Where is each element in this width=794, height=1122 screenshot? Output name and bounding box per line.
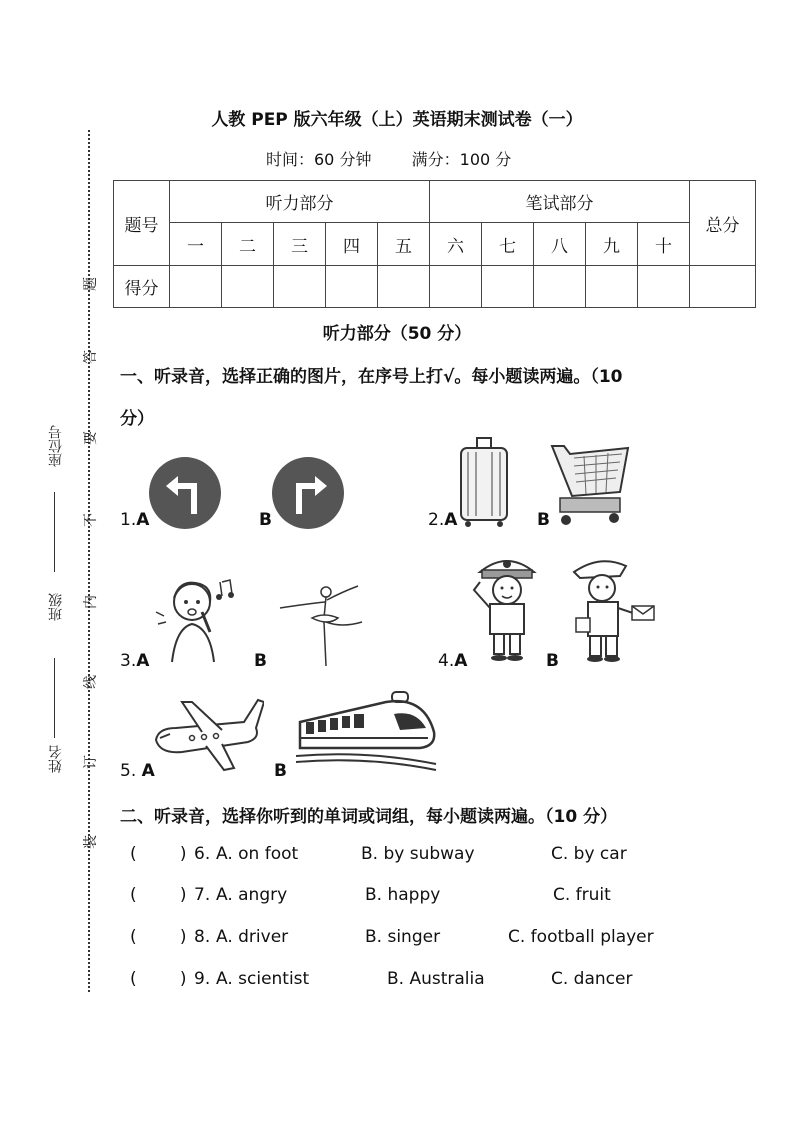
item-5-label[interactable] [120, 761, 155, 781]
score-cell[interactable] [170, 266, 222, 308]
score-table [113, 180, 756, 308]
option-b-label[interactable]: B [546, 651, 559, 671]
answer-bracket[interactable]: ( ) [130, 885, 187, 905]
airplane-icon [152, 692, 264, 772]
item-number: 4. [438, 651, 455, 671]
option-b[interactable]: B. Australia [387, 969, 485, 989]
part2-instruction: 二、听录音，选择你听到的单词或词组，每小题读两遍。（10 分） [120, 807, 618, 827]
item-number: 5. [120, 761, 142, 781]
part-number: 二 [222, 223, 274, 266]
listening-heading: 听力部分（50 分） [322, 324, 472, 344]
option-a[interactable]: A. on foot [216, 844, 299, 864]
suitcase-icon [458, 436, 510, 528]
part1-instruction-cont: 分） [120, 409, 154, 429]
score-cell[interactable] [378, 266, 430, 308]
option-b-label[interactable]: B [259, 510, 272, 530]
seat-label: 座位号 [48, 425, 64, 467]
item-1-label[interactable] [120, 510, 149, 530]
option-c[interactable]: C. by car [551, 844, 627, 864]
warning-char: 装 [83, 835, 99, 849]
score-cell[interactable] [274, 266, 326, 308]
exam-meta [266, 147, 511, 170]
answer-bracket[interactable]: ( ) [130, 844, 187, 864]
score-cell[interactable] [222, 266, 274, 308]
warning-char: 答 [83, 350, 99, 364]
item-number: 1. [120, 510, 137, 530]
item-3-label[interactable] [120, 651, 149, 671]
total-header: 总分 [690, 181, 756, 266]
part-number: 四 [326, 223, 378, 266]
listening-header: 听力部分 [170, 181, 430, 223]
class-label: 班级 [48, 593, 64, 621]
option-b[interactable]: B. happy [365, 885, 441, 905]
warning-char: 要 [83, 431, 99, 445]
item-4-label[interactable] [438, 651, 467, 671]
item-number: 2. [428, 510, 445, 530]
option-b-label[interactable]: B [274, 761, 287, 781]
option-a-label[interactable]: A [454, 651, 468, 671]
warning-char: 内 [83, 595, 99, 609]
exam-title: 人教 PEP 版六年级（上）英语期末测试卷（一） [211, 110, 583, 130]
binding-dotted-line [88, 130, 90, 992]
option-a-label[interactable]: A [141, 761, 155, 781]
singer-icon [150, 572, 242, 664]
part-number: 六 [430, 223, 482, 266]
score-cell[interactable] [326, 266, 378, 308]
full-score-label: 满分：100 分 [411, 150, 512, 169]
option-b[interactable]: B. by subway [361, 844, 475, 864]
part-number: 三 [274, 223, 326, 266]
name-label: 姓名 [48, 745, 64, 773]
option-a-label[interactable]: A [444, 510, 458, 530]
warning-char: 不 [83, 513, 99, 527]
warning-char: 线 [83, 675, 99, 689]
part-number: 十 [638, 223, 690, 266]
warning-char: 订 [83, 755, 99, 769]
option-c[interactable]: C. fruit [553, 885, 611, 905]
score-cell[interactable] [638, 266, 690, 308]
part-number: 七 [482, 223, 534, 266]
warning-char: 题 [83, 277, 99, 291]
shopping-cart-icon [550, 440, 632, 528]
score-cell[interactable] [482, 266, 534, 308]
part-number: 九 [586, 223, 638, 266]
ballet-dancer-icon [276, 582, 368, 668]
writing-header: 笔试部分 [430, 181, 690, 223]
score-cell[interactable] [430, 266, 482, 308]
option-b-label[interactable]: B [537, 510, 550, 530]
option-a-label[interactable]: A [136, 651, 150, 671]
postman-icon [570, 552, 658, 664]
option-b-label[interactable]: B [254, 651, 267, 671]
item-number: 3. [120, 651, 137, 671]
train-icon [296, 688, 438, 772]
part1-instruction: 一、听录音，选择正确的图片，在序号上打√。每小题读两遍。（10 [120, 367, 623, 387]
total-score-cell[interactable] [690, 266, 756, 308]
turn-left-sign-icon [148, 456, 222, 530]
option-a[interactable]: A. angry [216, 885, 288, 905]
score-row-label: 得分 [114, 266, 170, 308]
turn-right-sign-icon [271, 456, 345, 530]
time-label: 时间：60 分钟 [266, 150, 372, 169]
option-a[interactable]: A. scientist [216, 969, 310, 989]
class-blank [54, 658, 55, 738]
row-header: 题号 [114, 181, 170, 266]
question-number: 8. [194, 927, 211, 947]
item-2-label[interactable] [428, 510, 457, 530]
answer-bracket[interactable]: ( ) [130, 969, 187, 989]
option-c[interactable]: C. football player [508, 927, 654, 947]
option-b[interactable]: B. singer [365, 927, 441, 947]
part-number: 一 [170, 223, 222, 266]
seat-blank [54, 492, 55, 572]
option-c[interactable]: C. dancer [551, 969, 633, 989]
police-officer-icon [470, 550, 544, 662]
option-a[interactable]: A. driver [216, 927, 289, 947]
score-cell[interactable] [586, 266, 638, 308]
part-number: 五 [378, 223, 430, 266]
score-cell[interactable] [534, 266, 586, 308]
part-number: 八 [534, 223, 586, 266]
question-number: 9. [194, 969, 211, 989]
answer-bracket[interactable]: ( ) [130, 927, 187, 947]
question-number: 6. [194, 844, 211, 864]
option-a-label[interactable]: A [136, 510, 150, 530]
question-number: 7. [194, 885, 211, 905]
